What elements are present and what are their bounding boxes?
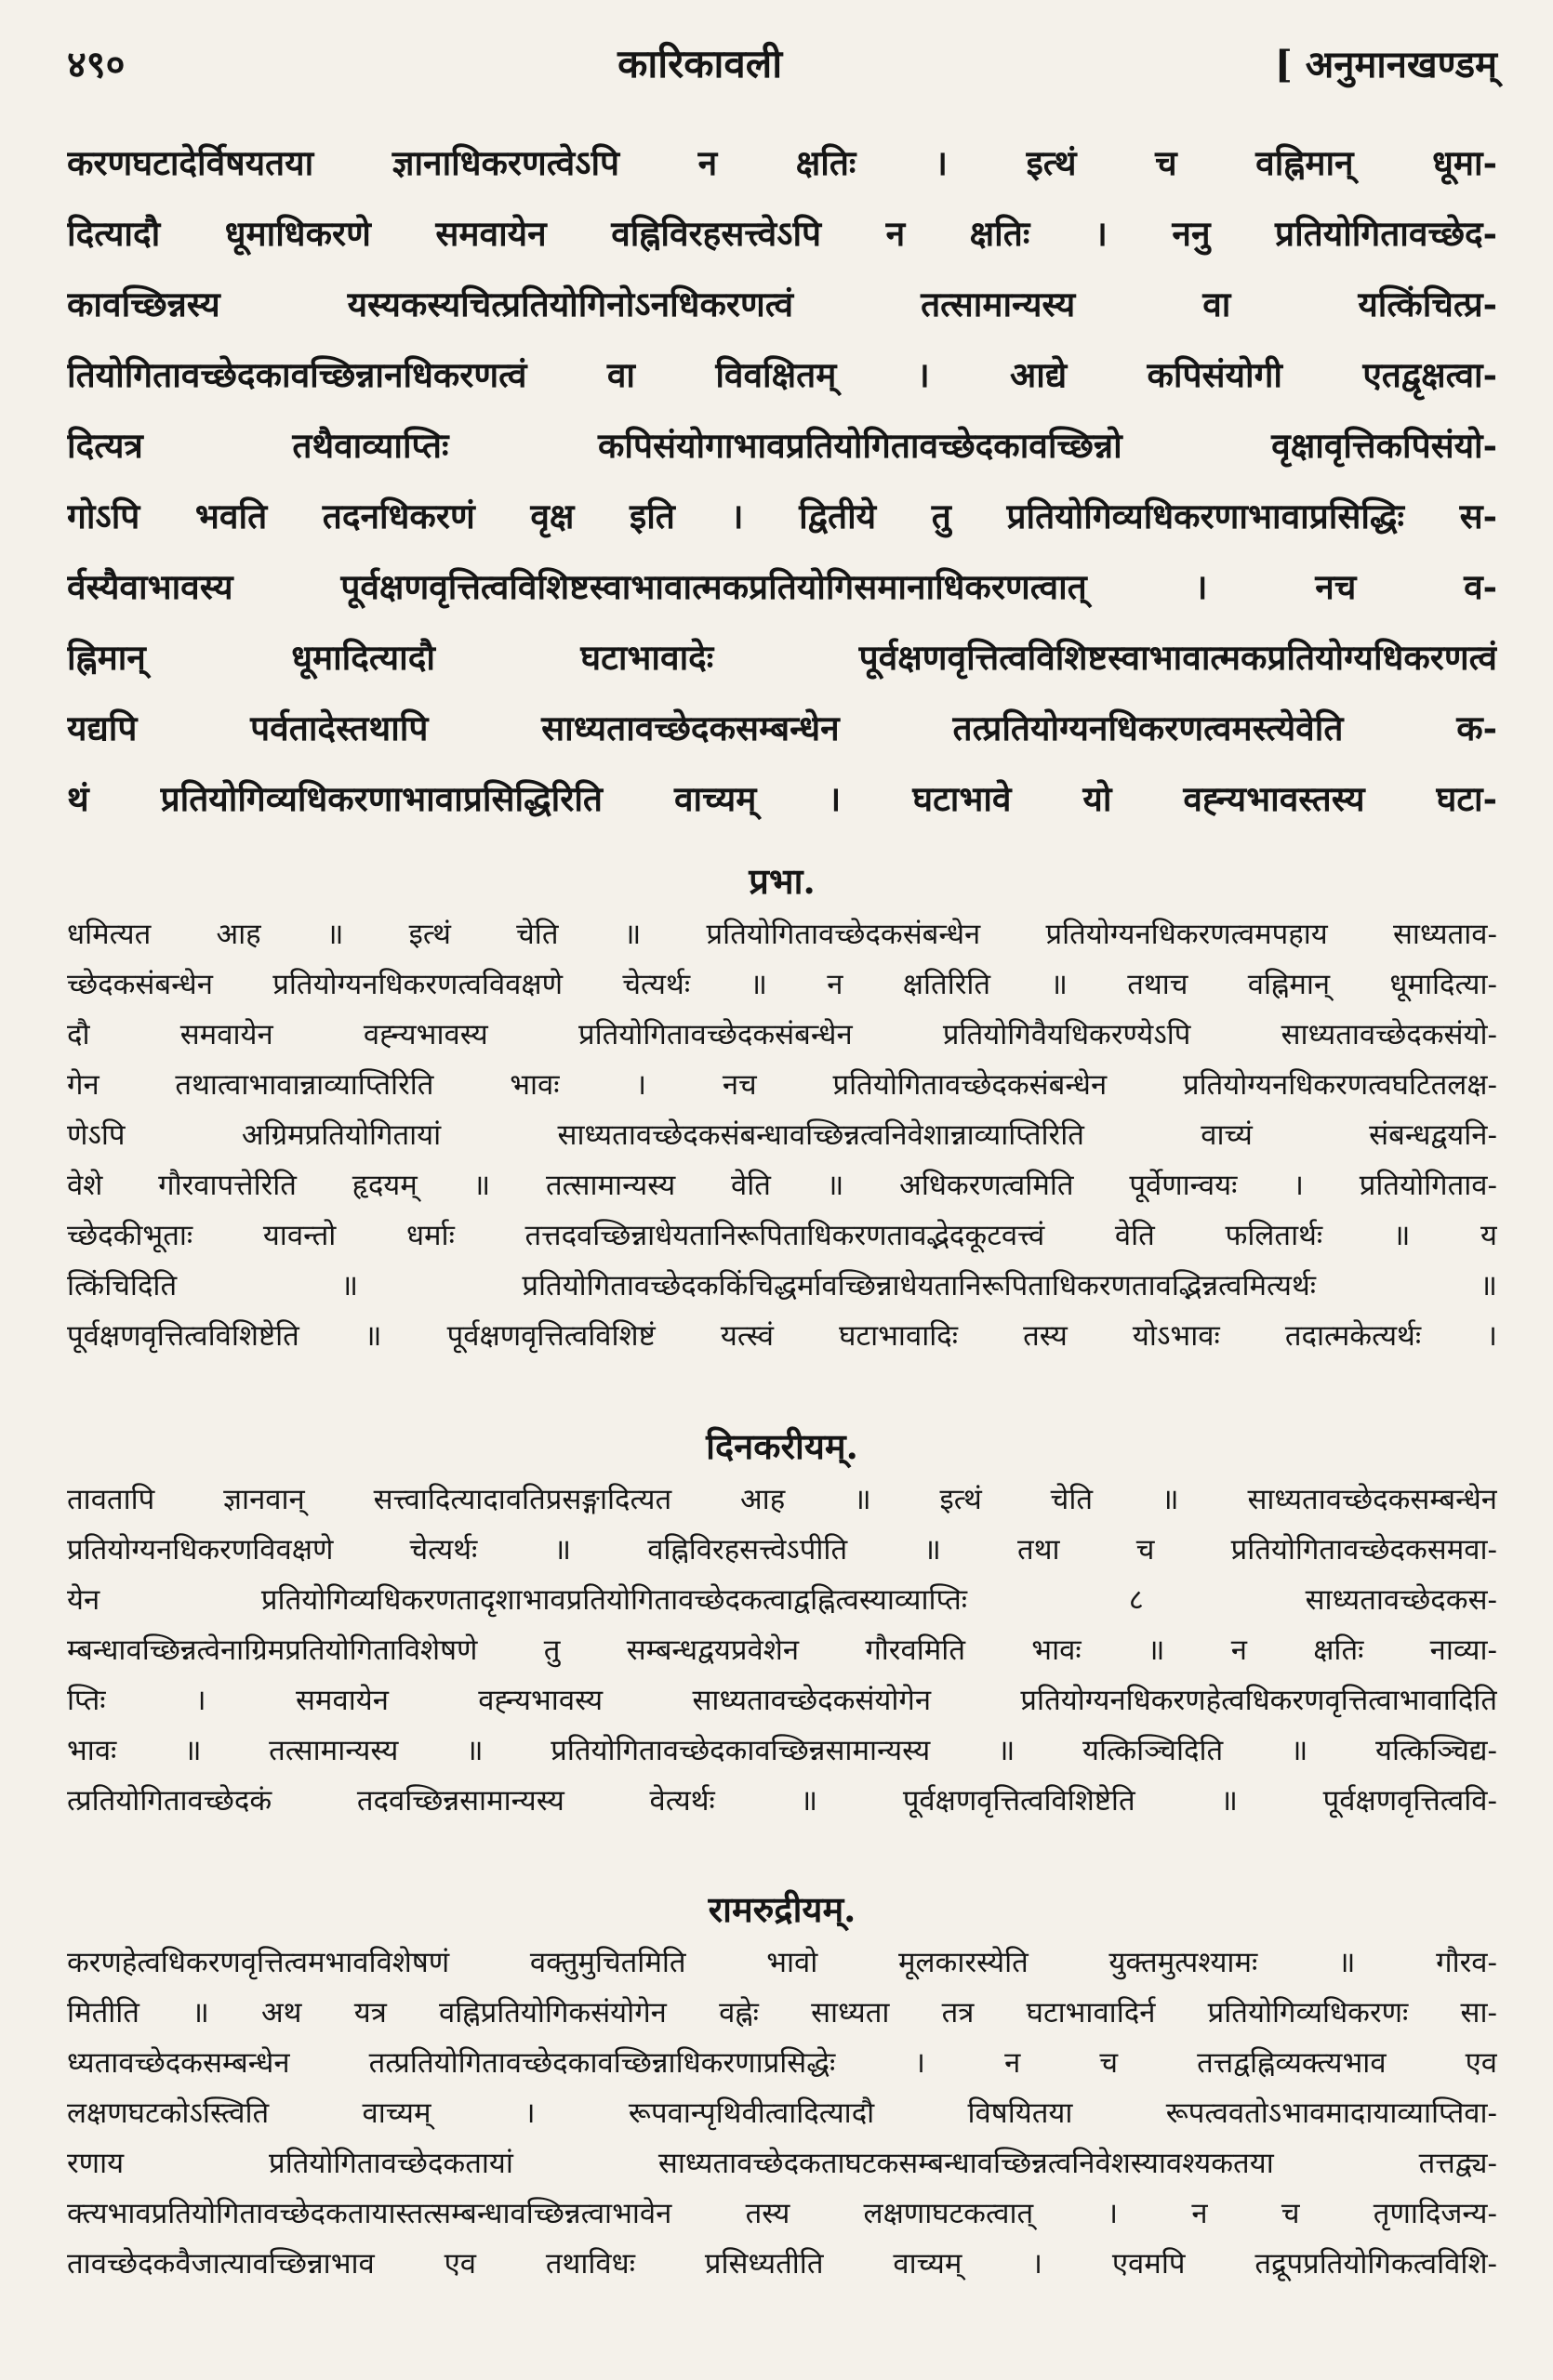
commentary-line: मितीति ॥ अथ यत्र वह्निप्रतियोगिकसंयोगेन वह्नेः साध्यता तत्र घटाभावादिर्न प्रतियोगिव्यधिकरणः सा- (67, 1996, 1497, 2030)
commentary-line: च्छेदकसंबन्धेन प्रतियोग्यनधिकरणत्वविवक्षणे चेत्यर्थः ॥ न क्षतिरिति ॥ तथाच वह्निमान् धूमादित्या- (67, 968, 1497, 1001)
main-text-line: थं प्रतियोगिव्यधिकरणाभावाप्रसिद्धिरिति वाच्यम् । घटाभावे यो वह्न्यभावस्तस्य घटा- (67, 778, 1497, 819)
commentary-line: क्त्यभावप्रतियोगितावच्छेदकतायास्तत्सम्बन्धावच्छिन्नत्वाभावेन तस्य लक्षणाघटकत्वात् । न च तृणादिजन्य- (67, 2197, 1497, 2230)
commentary-line: वेशे गौरवापत्तेरिति हृदयम् ॥ तत्सामान्यस्य वेति ॥ अधिकरणत्वमिति पूर्वेणान्वयः । प्रतियोगिताव- (67, 1169, 1497, 1202)
commentary-line: लक्षणघटकोऽस्त्विति वाच्यम् । रूपवान्पृथिवीत्वादित्यादौ विषयितया रूपत्ववतोऽभावमादायाव्याप्तिवा- (67, 2096, 1497, 2130)
section-reference: [ अनुमानखण्डम् (1274, 42, 1497, 86)
main-text-line: दित्यत्र तथैवाव्याप्तिः कपिसंयोगाभावप्रतियोगितावच्छेदकावच्छिन्नो वृक्षावृत्तिकपिसंयो- (67, 425, 1497, 466)
main-text-line: दित्यादौ धूमाधिकरणे समवायेन वह्निविरहसत्त्वेऽपि न क्षतिः । ननु प्रतियोगितावच्छेद- (67, 213, 1497, 254)
commentary-prabha (67, 853, 1497, 1361)
commentary-line: म्बन्धावच्छिन्नत्वेनाग्रिमप्रतियोगिताविशेषणे तु सम्बन्धद्वयप्रवेशेन गौरवमिति भावः ॥ न क्षतिः नाव्या- (67, 1633, 1497, 1667)
main-text-line: ह्निमान् धूमादित्यादौ घटाभावादेः पूर्वक्षणवृत्तित्वविशिष्टस्वाभावात्मकप्रतियोग्यधिकरणत्वं (67, 637, 1497, 678)
main-text-line: र्वस्यैवाभावस्य पूर्वक्षणवृत्तित्वविशिष्टस्वाभावात्मकप्रतियोगिसमानाधिकरणत्वात् । नच व- (67, 566, 1497, 607)
commentary-line: दौ समवायेन वह्न्यभावस्य प्रतियोगितावच्छेदकसंबन्धेन प्रतियोगिवैयधिकरण्येऽपि साध्यतावच्छेदकसंयो- (67, 1018, 1497, 1051)
commentary-dinakariyam (67, 1419, 1497, 1826)
commentary-line: तावतापि ज्ञानवान् सत्त्वादित्यादावतिप्रसङ्गादित्यत आह ॥ इत्थं चेति ॥ साध्यतावच्छेदकसम्बन्धेन (67, 1483, 1497, 1516)
commentary-line: त्प्रतियोगितावच्छेदकं तदवच्छिन्नसामान्यस्य वेत्यर्थः ॥ पूर्वक्षणवृत्तित्वविशिष्टेति ॥ पूर्वक्षणवृत्तित्ववि- (67, 1784, 1497, 1818)
commentary-line: पूर्वक्षणवृत्तित्वविशिष्टेति ॥ पूर्वक्षणवृत्तित्वविशिष्टं यत्स्वं घटाभावादिः तस्य योऽभावः तदात्मकेत्यर्थः । (67, 1319, 1497, 1353)
commentary-line: ध्यतावच्छेदकसम्बन्धेन तत्प्रतियोगितावच्छेदकावच्छिन्नाधिकरणाप्रसिद्धेः । न च तत्तद्वह्निव्यक्त्यभाव एव (67, 2046, 1497, 2080)
commentary-title: प्रभा. (749, 860, 816, 902)
page-number: ४९० (67, 42, 126, 86)
commentary-title: दिनकरीयम्. (706, 1425, 858, 1467)
commentary-line: च्छेदकीभूताः यावन्तो धर्माः तत्तदवच्छिन्नाधेयतानिरूपिताधिकरणतावद्भेदकूटवत्त्वं वेति फलितार्थः ॥ य (67, 1219, 1497, 1252)
page-header (67, 30, 1497, 95)
commentary-line: धमित्यत आह ॥ इत्थं चेति ॥ प्रतियोगितावच्छेदकसंबन्धेन प्रतियोग्यनधिकरणत्वमपहाय साध्यताव- (67, 918, 1497, 951)
main-text-line: गोऽपि भवति तदनधिकरणं वृक्ष इति । द्वितीये तु प्रतियोगिव्यधिकरणाभावाप्रसिद्धिः स- (67, 496, 1497, 536)
main-text-line: कावच्छिन्नस्य यस्यकस्यचित्प्रतियोगिनोऽनधिकरणत्वं तत्सामान्यस्य वा यत्किंचित्प्र- (67, 284, 1497, 324)
commentary-line: रणाय प्रतियोगितावच्छेदकतायां साध्यतावच्छेदकताघटकसम्बन्धावच्छिन्नत्वनिवेशस्यावश्यकतया तत्तद्व्य- (67, 2147, 1497, 2180)
commentary-line: णेऽपि अग्रिमप्रतियोगितायां साध्यतावच्छेदकसंबन्धावच्छिन्नत्वनिवेशान्नाव्याप्तिरिति वाच्यं संबन्धद्वयनि- (67, 1118, 1497, 1152)
commentary-line: करणहेत्वधिकरणवृत्तित्वमभावविशेषणं वक्तुमुचितमिति भावो मूलकारस्येति युक्तमुत्पश्यामः ॥ गौरव- (67, 1946, 1497, 1979)
main-text-block (67, 138, 1497, 844)
main-text-line: तियोगितावच्छेदकावच्छिन्नानधिकरणत्वं वा विवक्षितम् । आद्ये कपिसंयोगी एतद्वृक्षत्वा- (67, 354, 1497, 395)
commentary-line: तावच्छेदकवैजात्यावच्छिन्नाभाव एव तथाविधः प्रसिध्यतीति वाच्यम् । एवमपि तद्रूपप्रतियोगिकत्वविशि- (67, 2247, 1497, 2281)
main-text-line: करणघटादेर्विषयतया ज्ञानाधिकरणत्वेऽपि न क्षतिः । इत्थं च वह्निमान् धूमा- (67, 142, 1497, 183)
running-title: कारिकावली (617, 40, 783, 86)
commentary-line: गेन तथात्वाभावान्नाव्याप्तिरिति भावः । नच प्रतियोगितावच्छेदकसंबन्धेन प्रतियोग्यनधिकरणत्वघटितलक्ष- (67, 1068, 1497, 1102)
commentary-title: रामरुद्रीयम्. (708, 1888, 856, 1930)
commentary-line: प्रतियोग्यनधिकरणविवक्षणे चेत्यर्थः ॥ वह्निविरहसत्त्वेऽपीति ॥ तथा च प्रतियोगितावच्छेदकसमवा- (67, 1533, 1497, 1567)
commentary-line: येन प्रतियोगिव्यधिकरणतादृशाभावप्रतियोगितावच्छेदकत्वाद्वह्नित्वस्याव्याप्तिः ८ साध्यतावच्छेदकस- (67, 1583, 1497, 1617)
commentary-line: प्तिः । समवायेन वह्न्यभावस्य साध्यतावच्छेदकसंयोगेन प्रतियोग्यनधिकरणहेत्वधिकरणवृत्तित्वाभावादिति (67, 1684, 1497, 1717)
main-text-line: यद्यपि पर्वतादेस्तथापि साध्यतावच्छेदकसम्बन्धेन तत्प्रतियोग्यनधिकरणत्वमस्त्येवेति क- (67, 707, 1497, 748)
commentary-line: भावः ॥ तत्सामान्यस्य ॥ प्रतियोगितावच्छेदकावच्छिन्नसामान्यस्य ॥ यत्किञ्चिदिति ॥ यत्किञ्चिद्य- (67, 1734, 1497, 1767)
commentary-line: त्किंचिदिति ॥ प्रतियोगितावच्छेदककिंचिद्धर्मावच्छिन्नाधेयतानिरूपिताधिकरणतावद्भिन्नत्वमित्यर्थः ॥ (67, 1269, 1497, 1302)
commentary-ramarudriyam (67, 1882, 1497, 2289)
